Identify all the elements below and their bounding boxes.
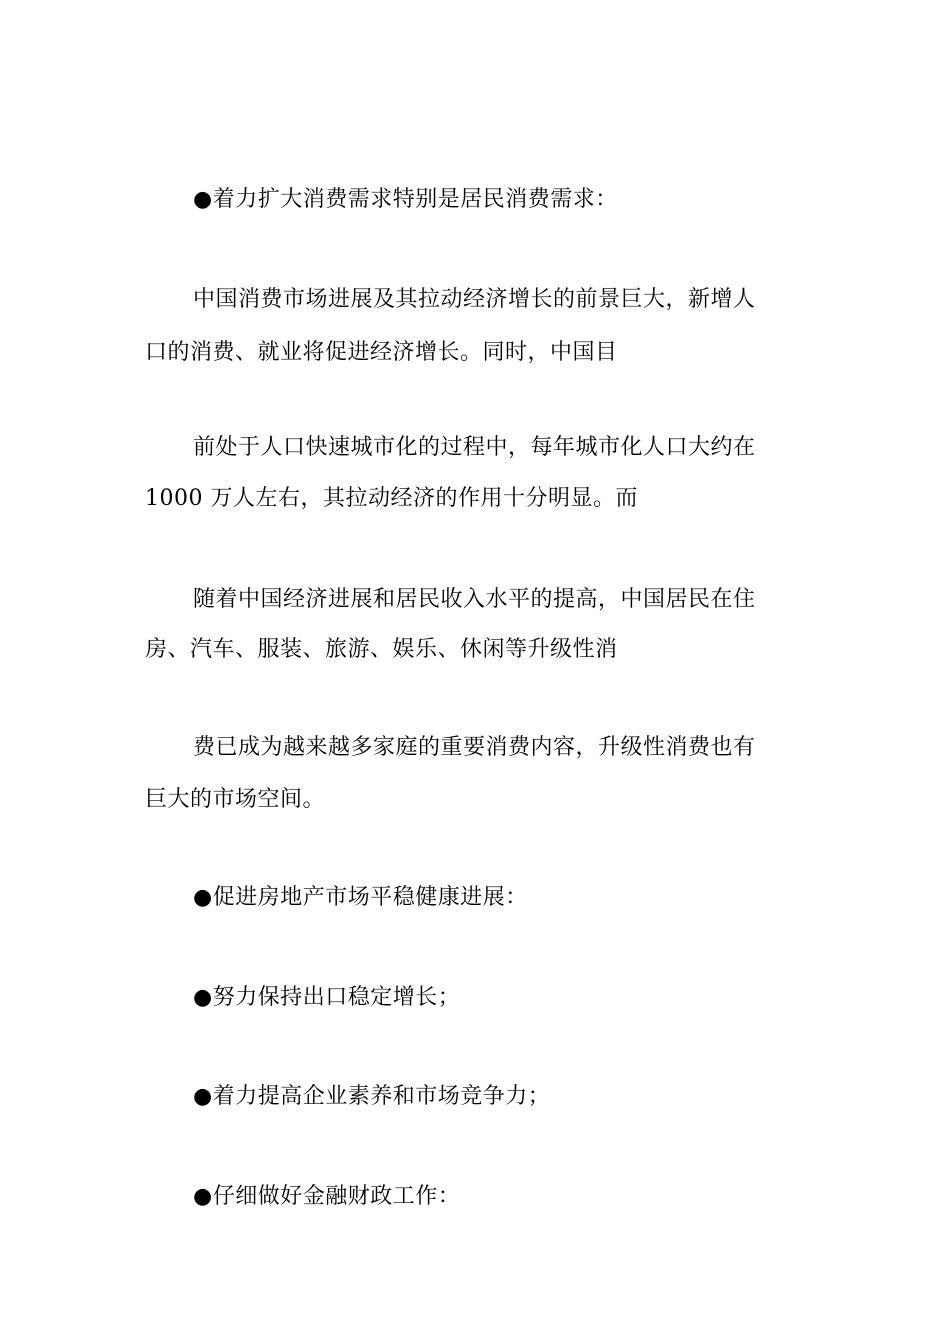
bullet-real-estate: ●促进房地产市场平稳健康进展： [193, 885, 528, 910]
paragraph-2-line-1: 前处于人口快速城市化的过程中，每年城市化人口大约在 [193, 435, 756, 460]
paragraph-2-line-2: 1000 万人左右，其拉动经济的作用十分明显。而 [145, 486, 638, 511]
paragraph-4-line-2: 巨大的市场空间。 [145, 787, 326, 812]
bullet-finance-fiscal: ●仔细做好金融财政工作： [193, 1184, 461, 1209]
bullet-enterprise-competitiveness: ●着力提高企业素养和市场竞争力； [193, 1084, 551, 1109]
paragraph-3-line-1: 随着中国经济进展和居民收入水平的提高，中国居民在住 [193, 587, 756, 612]
paragraph-4-line-1: 费已成为越来越多家庭的重要消费内容，升级性消费也有 [193, 735, 756, 760]
paragraph-3-line-2: 房、汽车、服装、旅游、娱乐、休闲等升级性消 [145, 637, 618, 662]
paragraph-1-line-1: 中国消费市场进展及其拉动经济增长的前景巨大，新增人 [193, 287, 756, 312]
paragraph-1-line-2: 口的消费、就业将促进经济增长。同时，中国目 [145, 340, 618, 365]
bullet-consumption-demand: ●着力扩大消费需求特别是居民消费需求： [193, 187, 618, 212]
bullet-exports: ●努力保持出口稳定增长； [193, 985, 461, 1010]
